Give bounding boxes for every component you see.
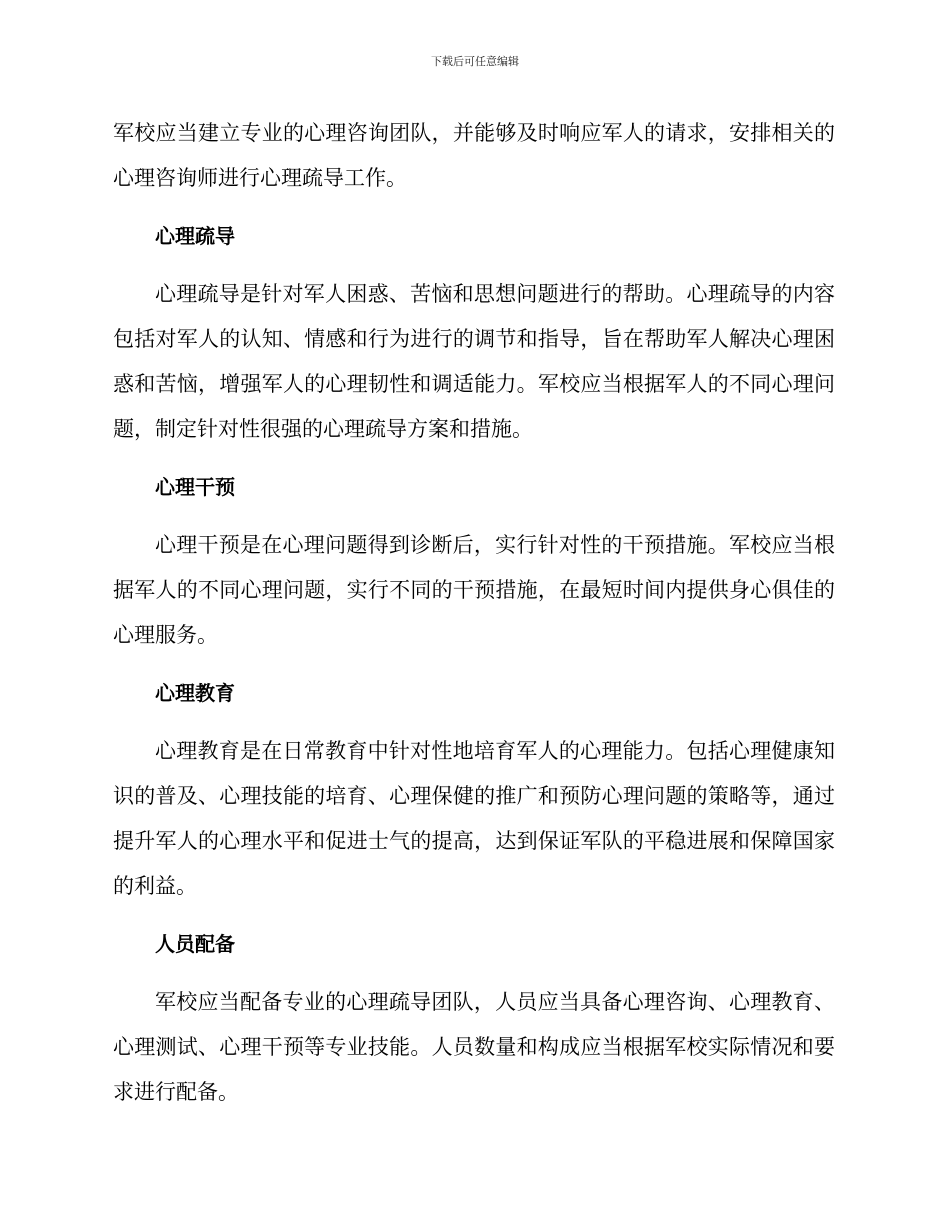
spacer bbox=[113, 967, 835, 980]
spacer bbox=[113, 510, 835, 523]
section-heading-counseling: 心理疏导 bbox=[155, 224, 235, 248]
section-body-counseling: 心理疏导是针对军人困惑、苦恼和思想问题进行的帮助。心理疏导的内容包括对军人的认知、情感和行为进行的调节和指导，旨在帮助军人解决心理困惑和苦恼，增强军人的心理韧性和调适能力。军校应当根据军人的不同心理问题，制定针对性很强的心理疏导方案和措施。 bbox=[113, 282, 835, 441]
spacer bbox=[113, 909, 835, 922]
intro-paragraph: 军校应当建立专业的心理咨询团队，并能够及时响应军人的请求，安排相关的心理咨询师进行心理疏导工作。 bbox=[113, 121, 835, 190]
spacer bbox=[113, 201, 835, 214]
section-heading-education: 心理教育 bbox=[155, 681, 235, 705]
spacer bbox=[113, 716, 835, 729]
spacer bbox=[113, 452, 835, 465]
section-heading-intervention: 心理干预 bbox=[155, 475, 235, 499]
section-body-staffing: 军校应当配备专业的心理疏导团队，人员应当具备心理咨询、心理教育、心理测试、心理干预等专业技能。人员数量和构成应当根据军校实际情况和要求进行配备。 bbox=[113, 990, 835, 1104]
spacer bbox=[113, 658, 835, 671]
section-body-intervention: 心理干预是在心理问题得到诊断后，实行针对性的干预措施。军校应当根据军人的不同心理问题，实行不同的干预措施，在最短时间内提供身心俱佳的心理服务。 bbox=[113, 533, 835, 647]
section-heading-staffing: 人员配备 bbox=[155, 932, 235, 956]
document-body bbox=[113, 111, 835, 1115]
spacer bbox=[113, 259, 835, 272]
section-body-education: 心理教育是在日常教育中针对性地培育军人的心理能力。包括心理健康知识的普及、心理技能的培育、心理保健的推广和预防心理问题的策略等，通过提升军人的心理水平和促进士气的提高，达到保证军队的平稳进展和保障国家的利益。 bbox=[113, 739, 835, 898]
page-header-note: 下载后可任意编辑 bbox=[431, 55, 519, 68]
